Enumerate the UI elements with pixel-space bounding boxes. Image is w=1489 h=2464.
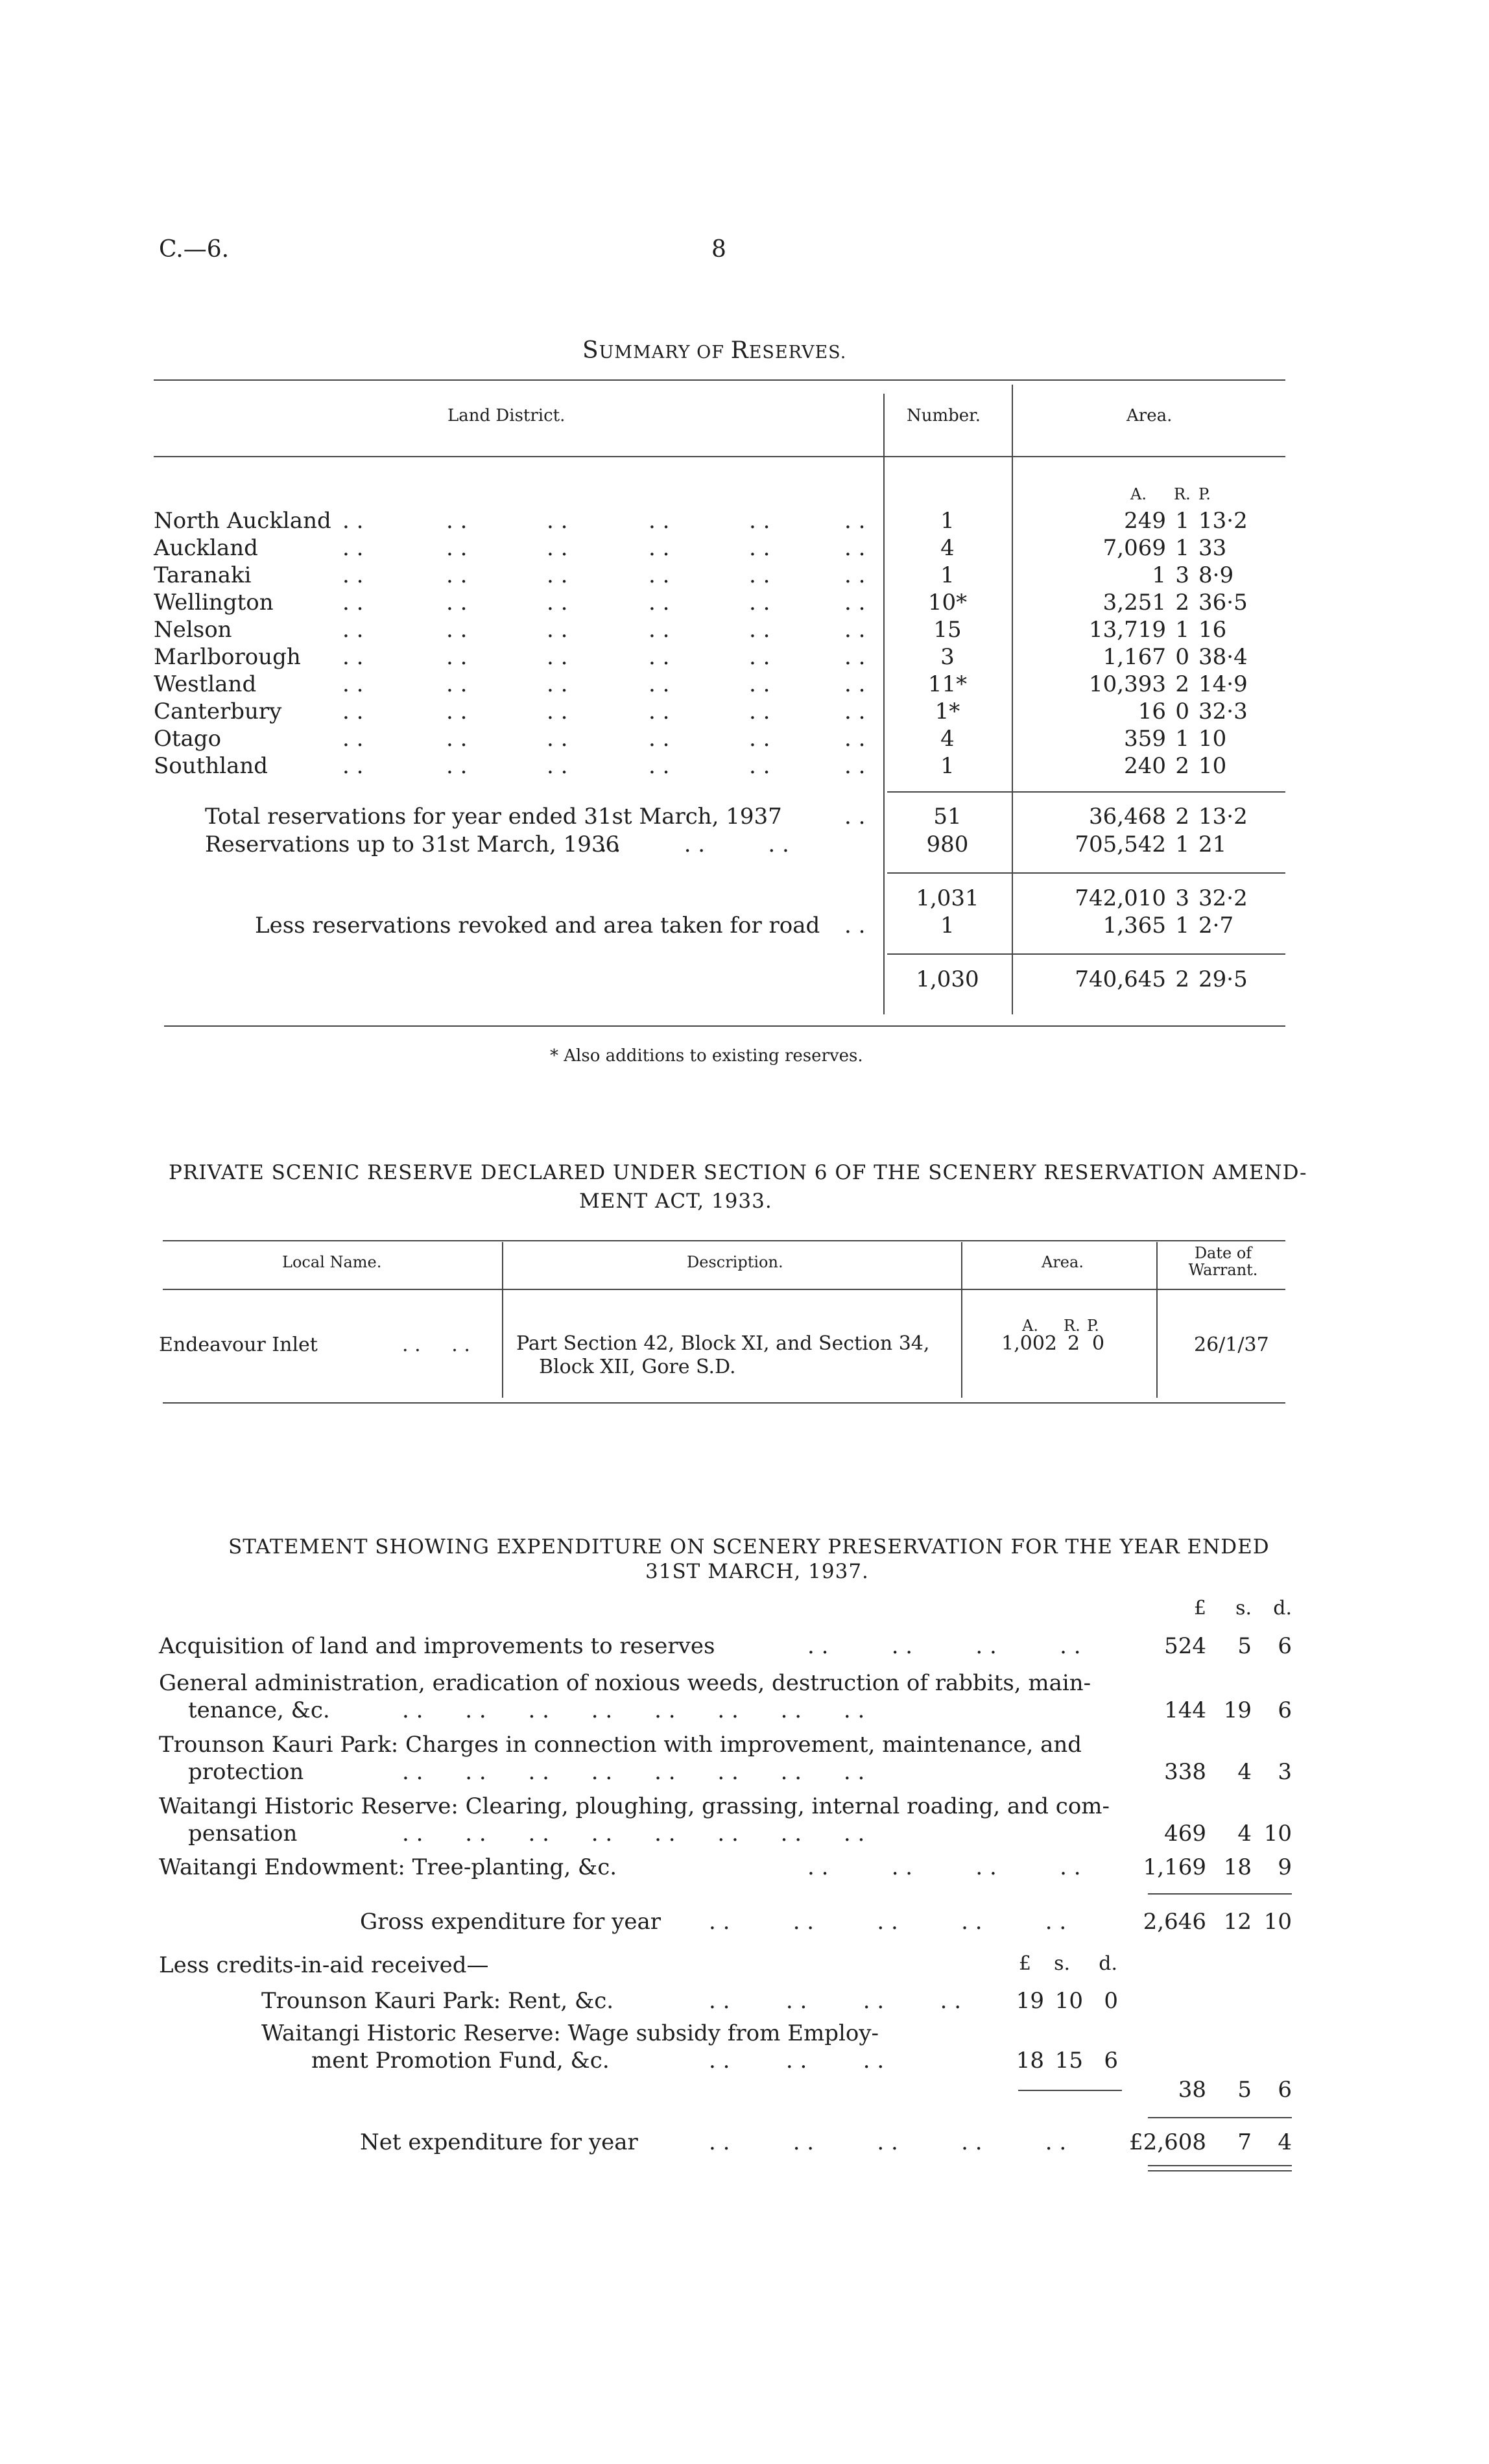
expenditure-item-line2: tenance, &c. [188,1697,330,1723]
expenditure-item-line1: General administration, eradication of noxious weeds, destruction of rabbits, main- [159,1670,1091,1696]
leader-dots: . . . . . . . . [709,1988,962,2014]
credit-item-pounds: 19 [1016,1988,1044,2014]
expenditure-title-line1: STATEMENT SHOWING EXPENDITURE ON SCENERY PRESERVATION FOR THE YEAR ENDED [228,1535,1270,1559]
district-number: 1* [935,699,960,724]
total-roods: 2 [1175,804,1189,830]
exp-unit-pounds: £ [1193,1597,1206,1620]
private-unit-a: A. [1022,1317,1038,1335]
private-title-line1: PRIVATE SCENIC RESERVE DECLARED UNDER SECTION 6 OF THE SCENERY RESERVATION AMEND- [169,1161,1307,1184]
expenditure-item-shillings: 19 [1223,1697,1252,1723]
district-acres: 16 [1138,699,1166,724]
leader-dots: . . [547,617,568,643]
leader-dots: . . [649,617,670,643]
district-perches: 33 [1198,535,1227,561]
gross-shillings: 12 [1223,1909,1252,1935]
credit-item-pence: 0 [1104,1988,1118,2014]
private-local-name-dots: . . . . [402,1334,470,1356]
expenditure-item-line1: Waitangi Historic Reserve: Clearing, ploughing, grassing, internal roading, and com- [159,1793,1110,1819]
district-number: 15 [933,617,962,643]
net-double-rule-2 [1148,2170,1292,2171]
total-label: Total reservations for year ended 31st March, 1937 [205,804,782,830]
district-number: 3 [940,644,955,670]
credits-total-pence: 6 [1278,2077,1292,2103]
leader-dots: . . [342,699,364,724]
leader-dots: . . [749,562,770,588]
district-perches: 13·2 [1198,508,1248,534]
private-header-description: Description. [687,1253,783,1271]
leader-dots: . . [547,535,568,561]
subtotal-acres: 742,010 [1075,885,1166,911]
credit-item-shillings: 15 [1054,2048,1083,2074]
district-acres: 7,069 [1102,535,1166,561]
final-acres: 740,645 [1075,966,1166,992]
district-acres: 1 [1152,562,1166,588]
total-dots: . . [844,804,866,830]
private-header-date-1: Date of [1194,1244,1252,1262]
less-acres: 1,365 [1102,913,1166,939]
final-perches: 29·5 [1198,966,1248,992]
total-perches: 13·2 [1198,804,1248,830]
final-number: 1,030 [916,966,979,992]
leader-dots: . . [844,617,866,643]
leader-dots: . . [844,671,866,697]
district-perches: 38·4 [1198,644,1248,670]
district-roods: 1 [1175,726,1189,752]
district-perches: 16 [1198,617,1227,643]
leader-dots: . . [342,508,364,534]
private-local-name: Endeavour Inlet [159,1334,318,1356]
prior-perches: 21 [1198,831,1227,857]
credit-unit-shillings: s. [1054,1952,1070,1975]
leader-dots: . . [749,644,770,670]
district-name: Taranaki [154,562,252,588]
leader-dots: . . [547,753,568,779]
leader-dots: . . [844,753,866,779]
subtotal-roods: 3 [1175,885,1189,911]
leader-dots: . . [547,590,568,616]
gross-dots: . . . . . . . . . . [709,1909,1067,1935]
credit-item-shillings: 10 [1054,1988,1083,2014]
expenditure-item-pence: 10 [1263,1821,1292,1847]
leader-dots: . . [547,508,568,534]
leader-dots: . . [547,644,568,670]
net-rule [1148,2117,1292,2118]
leader-dots: . . [342,726,364,752]
leader-dots: . . [342,644,364,670]
district-acres: 3,251 [1102,590,1166,616]
less-number: 1 [940,913,955,939]
leader-dots: . . [749,590,770,616]
district-name: Marlborough [154,644,301,670]
district-acres: 359 [1124,726,1166,752]
exp-unit-shillings: s. [1235,1597,1252,1620]
district-number: 1 [940,562,955,588]
credit-unit-pounds: £ [1018,1952,1031,1975]
district-name: Westland [154,671,257,697]
leader-dots: . . [749,726,770,752]
less-label: Less reservations revoked and area taken for road [255,913,820,939]
page-number: 8 [711,236,726,263]
credit-item-line1: Waitangi Historic Reserve: Wage subsidy from Employ- [261,2020,879,2046]
district-perches: 36·5 [1198,590,1248,616]
prior-roods: 1 [1175,831,1189,857]
district-perches: 10 [1198,726,1227,752]
district-name: North Auckland [154,508,331,534]
leader-dots: . . [446,671,468,697]
expenditure-item-shillings: 4 [1237,1821,1252,1847]
leader-dots: . . [342,617,364,643]
expenditure-item-pounds: 1,169 [1143,1854,1206,1880]
less-perches: 2·7 [1198,913,1234,939]
private-unit-p: P. [1087,1317,1099,1335]
leader-dots: . . [844,644,866,670]
exp-unit-pence: d. [1273,1597,1292,1620]
private-header-area: Area. [1042,1253,1084,1271]
district-acres: 249 [1124,508,1166,534]
private-header-rule [163,1289,1285,1290]
district-number: 10* [927,590,968,616]
leader-dots: . . . . . . [709,2048,885,2074]
net-shillings: 7 [1237,2129,1252,2155]
expenditure-item-pounds: 338 [1164,1759,1206,1785]
leader-dots: . . [446,562,468,588]
summary-bottom-rule [164,1025,1285,1027]
expenditure-item-line1: Acquisition of land and improvements to reserves [159,1633,715,1659]
subtotal-number: 1,031 [916,885,979,911]
expenditure-item-line2: protection [188,1759,304,1785]
prior-number: 980 [926,831,969,857]
leader-dots: . . [649,671,670,697]
leader-dots: . . . . . . . . [807,1854,1081,1880]
leader-dots: . . [649,562,670,588]
private-unit-r: R. [1064,1317,1080,1335]
private-col-divider-1 [502,1242,503,1398]
summary-sum-rule-1 [887,791,1285,793]
private-area-roods: 2 [1067,1332,1080,1355]
gross-pounds: 2,646 [1143,1909,1206,1935]
leader-dots: . . [342,753,364,779]
private-date-of-warrant: 26/1/37 [1194,1334,1269,1356]
summary-header-area: Area. [1126,406,1173,425]
district-name: Nelson [154,617,232,643]
leader-dots: . . [749,699,770,724]
leader-dots: . . [446,699,468,724]
district-acres: 10,393 [1089,671,1166,697]
district-acres: 13,719 [1089,617,1166,643]
leader-dots: . . [844,508,866,534]
district-roods: 2 [1175,671,1189,697]
leader-dots: . . [446,590,468,616]
leader-dots: . . [649,508,670,534]
leader-dots: . . [844,535,866,561]
district-name: Otago [154,726,222,752]
leader-dots: . . [342,535,364,561]
district-name: Southland [154,753,268,779]
leader-dots: . . [342,562,364,588]
leader-dots: . . [649,726,670,752]
leader-dots: . . [749,753,770,779]
credits-total-shillings: 5 [1237,2077,1252,2103]
leader-dots: . . [649,590,670,616]
summary-header-district: Land District. [447,406,566,425]
leader-dots: . . [649,699,670,724]
leader-dots: . . [844,726,866,752]
prior-label: Reservations up to 31st March, 1936 [205,831,620,857]
district-roods: 2 [1175,590,1189,616]
private-col-divider-3 [1156,1242,1158,1398]
private-area-acres: 1,002 [1001,1332,1057,1355]
expenditure-item-pounds: 144 [1164,1697,1206,1723]
district-perches: 14·9 [1198,671,1248,697]
private-header-local-name: Local Name. [282,1253,382,1271]
credits-label: Less credits-in-aid received— [159,1952,489,1978]
private-bottom-rule [163,1402,1285,1404]
leader-dots: . . [844,699,866,724]
district-roods: 3 [1175,562,1189,588]
district-number: 1 [940,753,955,779]
leader-dots: . . [844,562,866,588]
credit-item-line2: ment Promotion Fund, &c. [311,2048,610,2074]
leader-dots: . . [547,671,568,697]
credit-item-pounds: 18 [1016,2048,1044,2074]
private-col-divider-2 [961,1242,962,1398]
leader-dots: . . [342,590,364,616]
net-pence: 4 [1278,2129,1292,2155]
summary-footnote: * Also additions to existing reserves. [550,1046,863,1066]
leader-dots: . . [446,726,468,752]
leader-dots: . . [446,644,468,670]
credit-item-pence: 6 [1104,2048,1118,2074]
district-number: 4 [940,535,955,561]
expenditure-item-line2: pensation [188,1821,298,1847]
expenditure-item-pence: 6 [1278,1697,1292,1723]
gross-pence: 10 [1263,1909,1292,1935]
expenditure-item-pounds: 469 [1164,1821,1206,1847]
leader-dots: . . . . . . . . . . . . . . . . [402,1821,865,1847]
expenditure-item-pence: 6 [1278,1633,1292,1659]
area-unit-r: R. [1174,485,1191,503]
leader-dots: . . [547,726,568,752]
expenditure-title-line2: 31ST MARCH, 1937. [645,1560,869,1583]
leader-dots: . . [749,671,770,697]
district-perches: 32·3 [1198,699,1248,724]
prior-dots: . . . . . . [600,831,789,857]
net-dots: . . . . . . . . . . [709,2129,1067,2155]
district-perches: 8·9 [1198,562,1234,588]
district-roods: 0 [1175,699,1189,724]
district-number: 11* [927,671,968,697]
net-label: Net expenditure for year [360,2129,638,2155]
total-acres: 36,468 [1089,804,1166,830]
leader-dots: . . [649,535,670,561]
district-roods: 1 [1175,508,1189,534]
leader-dots: . . . . . . . . [807,1633,1081,1659]
district-roods: 2 [1175,753,1189,779]
private-top-rule [163,1240,1285,1241]
leader-dots: . . [446,617,468,643]
leader-dots: . . [446,535,468,561]
district-name: Canterbury [154,699,282,724]
summary-title: SUMMARY OF RESERVES. [582,337,847,364]
summary-col-divider-2 [1012,385,1013,1014]
private-title-line2: MENT ACT, 1933. [579,1190,772,1213]
district-acres: 240 [1124,753,1166,779]
leader-dots: . . [547,562,568,588]
private-header-date-2: Warrant. [1188,1261,1258,1279]
leader-dots: . . [749,617,770,643]
summary-sum-rule-3 [887,953,1285,955]
summary-header-number: Number. [907,406,981,425]
summary-sum-rule-2 [887,872,1285,874]
private-area-perches: 0 [1092,1332,1105,1355]
leader-dots: . . [446,508,468,534]
district-roods: 1 [1175,535,1189,561]
private-description-line2: Block XII, Gore S.D. [539,1356,736,1378]
leader-dots: . . [649,644,670,670]
district-number: 4 [940,726,955,752]
leader-dots: . . [749,535,770,561]
document-code: C.—6. [159,236,230,263]
expenditure-item-pence: 3 [1278,1759,1292,1785]
leader-dots: . . [749,508,770,534]
credits-total-pounds: 38 [1178,2077,1206,2103]
private-description-line1: Part Section 42, Block XI, and Section 34, [516,1332,930,1355]
credit-unit-pence: d. [1099,1952,1117,1975]
expenditure-item-shillings: 5 [1237,1633,1252,1659]
district-number: 1 [940,508,955,534]
summary-top-rule [154,379,1285,381]
leader-dots: . . [342,671,364,697]
gross-rule [1148,1893,1292,1895]
district-perches: 10 [1198,753,1227,779]
expenditure-item-line1: Waitangi Endowment: Tree-planting, &c. [159,1854,617,1880]
district-acres: 1,167 [1102,644,1166,670]
gross-label: Gross expenditure for year [360,1909,661,1935]
area-unit-a: A. [1130,485,1147,503]
leader-dots: . . . . . . . . . . . . . . . . [402,1697,865,1723]
subtotal-perches: 32·2 [1198,885,1248,911]
district-roods: 1 [1175,617,1189,643]
less-dots: . . [844,913,866,939]
total-number: 51 [933,804,962,830]
expenditure-item-pence: 9 [1278,1854,1292,1880]
area-unit-p: P. [1198,485,1211,503]
final-roods: 2 [1175,966,1189,992]
district-name: Auckland [154,535,258,561]
expenditure-item-shillings: 18 [1223,1854,1252,1880]
prior-acres: 705,542 [1075,831,1166,857]
leader-dots: . . . . . . . . . . . . . . . . [402,1759,865,1785]
leader-dots: . . [649,753,670,779]
leader-dots: . . [844,590,866,616]
expenditure-item-line1: Trounson Kauri Park: Charges in connection with improvement, maintenance, and [159,1732,1082,1758]
leader-dots: . . [446,753,468,779]
district-name: Wellington [154,590,274,616]
leader-dots: . . [547,699,568,724]
less-roods: 1 [1175,913,1189,939]
district-roods: 0 [1175,644,1189,670]
summary-header-rule [154,456,1285,457]
net-double-rule-1 [1148,2165,1292,2166]
credit-item-line1: Trounson Kauri Park: Rent, &c. [261,1988,614,2014]
net-pounds: £2,608 [1129,2129,1206,2155]
expenditure-item-pounds: 524 [1164,1633,1206,1659]
expenditure-item-shillings: 4 [1237,1759,1252,1785]
